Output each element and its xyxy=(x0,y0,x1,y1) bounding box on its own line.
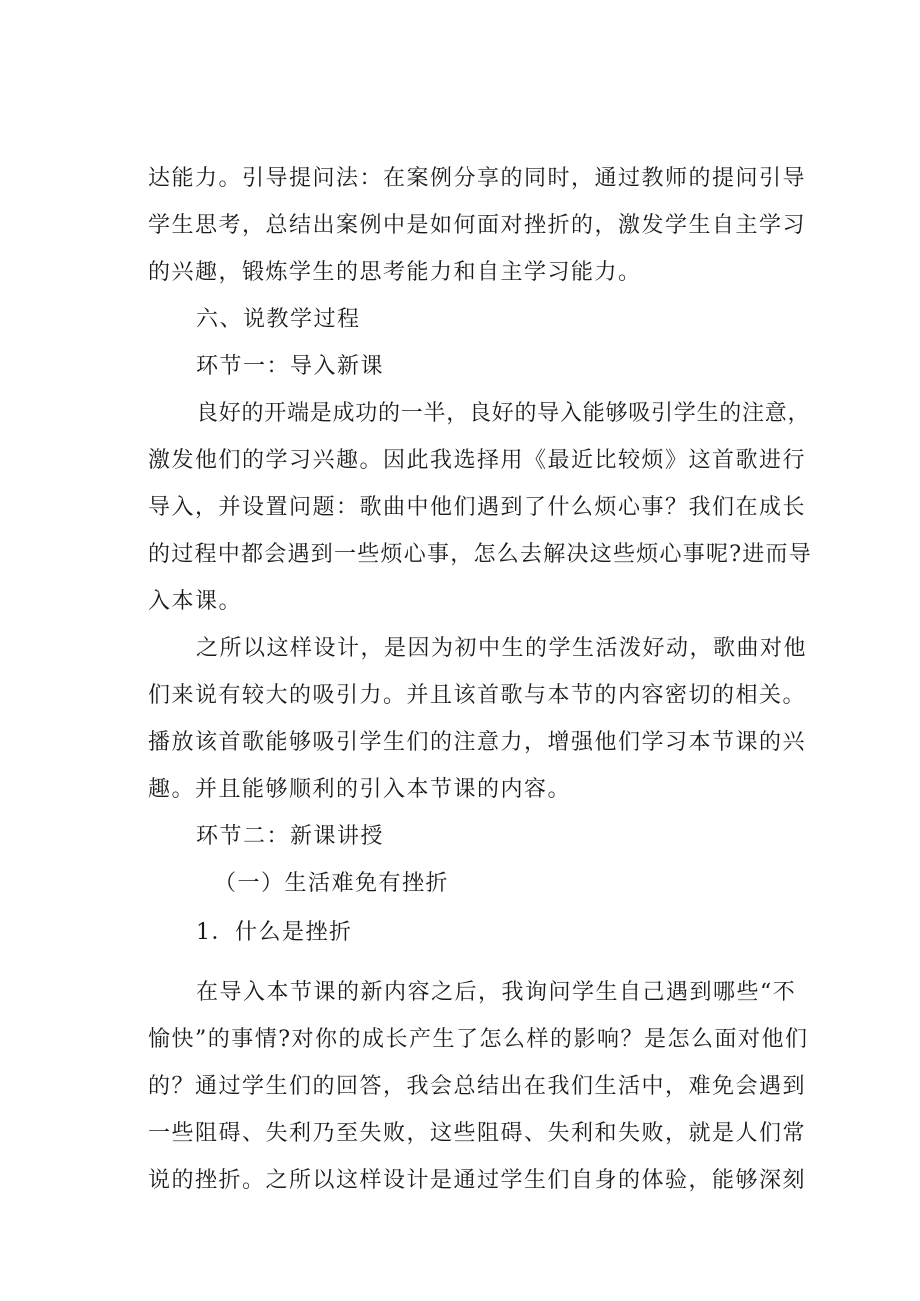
paragraph-line: 们来说有较大的吸引力。并且该首歌与本节的内容密切的相关。 xyxy=(148,683,807,708)
paragraph-line: 的？通过学生们的回答，我会总结出在我们生活中，难免会遇到 xyxy=(148,1074,807,1099)
subsection-heading: 环节二：新课讲授 xyxy=(196,824,385,849)
item-heading: 1．什么是挫折 xyxy=(196,920,353,945)
paragraph-line: 导入，并设置问题：歌曲中他们遇到了什么烦心事？我们在成长 xyxy=(148,495,807,520)
paragraph-line: 说的挫折。之所以这样设计是通过学生们自身的体验，能够深刻 xyxy=(148,1168,807,1193)
subsection-title: （一）生活难免有挫折 xyxy=(214,871,450,896)
paragraph-line: 趣。并且能够顺利的引入本节课的内容。 xyxy=(148,777,572,802)
paragraph-line: 愉快”的事情?对你的成长产生了怎么样的影响？是怎么面对他们 xyxy=(148,1027,809,1052)
paragraph-line: 达能力。引导提问法：在案例分享的同时，通过教师的提问引导 xyxy=(148,166,807,191)
subsection-heading: 环节一：导入新课 xyxy=(196,354,385,379)
paragraph-line: 良好的开端是成功的一半，良好的导入能够吸引学生的注意， xyxy=(196,401,811,426)
paragraph-line: 在导入本节课的新内容之后，我询问学生自己遇到哪些“不 xyxy=(196,980,797,1005)
paragraph-line: 的过程中都会遇到一些烦心事，怎么去解决这些烦心事呢?进而导 xyxy=(148,542,813,567)
paragraph-line: 的兴趣，锻炼学生的思考能力和自主学习能力。 xyxy=(148,260,642,285)
paragraph-line: 一些阻碍、失利乃至失败，这些阻碍、失利和失败，就是人们常 xyxy=(148,1121,807,1146)
paragraph-line: 激发他们的学习兴趣。因此我选择用《最近比较烦》这首歌进行 xyxy=(148,448,807,473)
section-heading: 六、说教学过程 xyxy=(196,307,361,332)
paragraph-line: 播放该首歌能够吸引学生们的注意力，增强他们学习本节课的兴 xyxy=(148,730,807,755)
paragraph-line: 入本课。 xyxy=(148,589,243,614)
paragraph-line: 之所以这样设计，是因为初中生的学生活泼好动，歌曲对他 xyxy=(196,636,808,661)
paragraph-line: 学生思考，总结出案例中是如何面对挫折的，激发学生自主学习 xyxy=(148,213,807,238)
